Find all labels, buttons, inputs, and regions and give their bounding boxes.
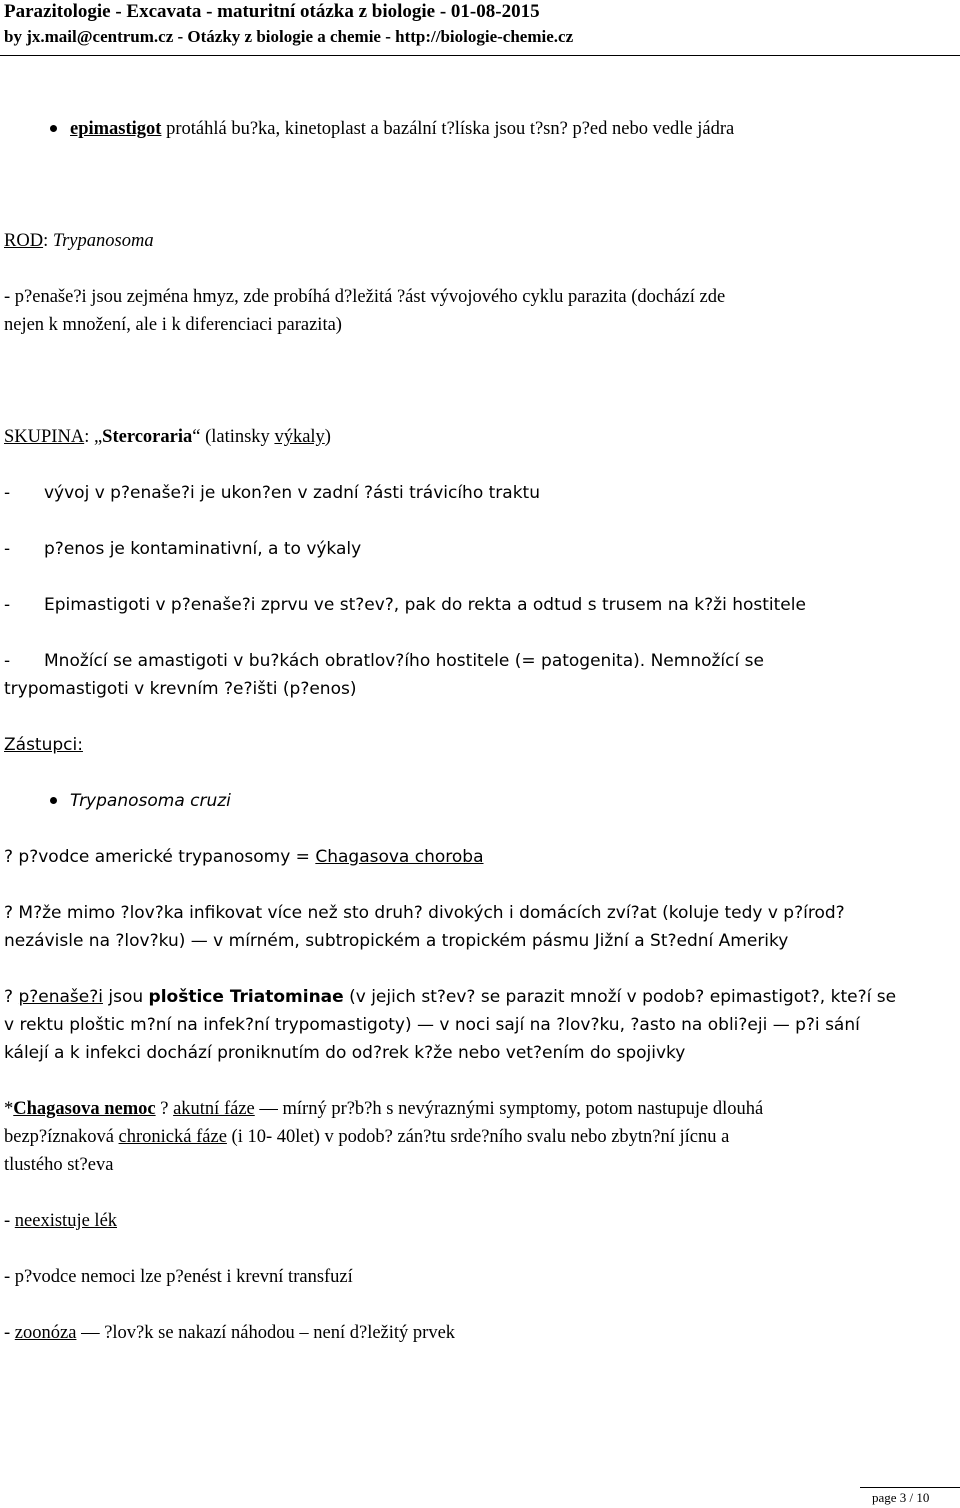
zastupci-heading[interactable]: Zástupci: [4,735,83,755]
paragraph-nemoc-line-1: *Chagasova nemoc ? akutní fáze — mírný pr?b?h s nevýraznými symptomy, potom nastupuje dlouhá [4,1099,764,1119]
bullet-icon [50,797,57,804]
neexistuje-lek-link[interactable]: neexistuje lék [14,1211,118,1231]
paragraph-vectors-line-1: ? p?enaše?i jsou ploštice Triatominae (v jejich st?ev? se parazit množí v podob? epimastigot?, kte?í se [4,987,897,1007]
rod-heading: ROD: Trypanosoma [4,231,154,251]
vykaly-link[interactable]: výkaly [274,427,325,447]
epimastigot-line: epimastigot protáhlá bu?ka, kinetoplast a bazální t?líska jsou t?sn? p?ed nebo vedle jádra [70,119,735,139]
paragraph-vectors-line-3: kálejí a k infekci dochází proniknutím do od?rek k?že nebo vet?ením do spojivky [4,1043,686,1063]
header-divider [0,55,960,56]
skupina-label[interactable]: SKUPINA [4,427,85,447]
paragraph-pvodce: ? p?vodce americké trypanosomy = Chagasova choroba [4,847,484,867]
chronicka-faze-link[interactable]: chronická fáze [118,1127,227,1147]
footer-divider [860,1487,960,1488]
document-title: Parazitologie - Excavata - maturitní otázka z biologie - 01-08-2015 [4,1,540,22]
triatominae-term: ploštice Triatominae [148,987,344,1007]
rod-text-line-1: - p?enaše?i jsou zejména hmyz, zde probíhá d?ležitá ?ást vývojového cyklu parazita (dochází zde [4,287,726,307]
bullet-icon [50,125,57,132]
paragraph-nemoc-line-3: tlustého st?eva [4,1155,114,1175]
akutni-faze-link[interactable]: akutní fáze [173,1099,255,1119]
species-name: Trypanosoma cruzi [70,791,231,811]
paragraph-transfuze: - p?vodce nemoci lze p?enést i krevní transfuzí [4,1267,353,1287]
page-number: page 3 / 10 [872,1490,930,1505]
skupina-heading: SKUPINA: „Stercoraria“ (latinsky výkaly) [4,427,331,447]
epimastigot-term[interactable]: epimastigot [70,119,162,139]
rod-label[interactable]: ROD [4,231,44,251]
stercoraria-item-2: - p?enos je kontaminativní, a to výkaly [4,539,362,559]
paragraph-nemoc-line-2: bezp?íznaková chronická fáze (i 10- 40let) v podob? zán?tu srde?ního svalu nebo zbytn?ní jícnu a [4,1127,730,1147]
stercoraria-item-3: - Epimastigoti v p?enaše?i zprvu ve st?ev?, pak do rekta a odtud s trusem na k?ži hostitele [4,595,806,615]
rod-name: Trypanosoma [52,231,154,251]
rod-text-line-2: nejen k množení, ale i k diferenciaci parazita) [4,315,342,335]
paragraph-hosts-line-2: nezávisle na ?lov?ku) — v mírném, subtropickém a tropickém pásmu Jižní a St?ední Ameriky [4,931,789,951]
stercoraria-item-1: - vývoj v p?enaše?i je ukon?en v zadní ?ásti trávicího traktu [4,483,540,503]
chagasova-choroba-link[interactable]: Chagasova choroba [315,847,484,867]
paragraph-vectors-line-2: v rektu ploštic m?ní na infek?ní trypomastigoty) — v noci sají na ?lov?ku, ?asto na obli?eji — p?i sání [4,1015,860,1035]
prenasec-link[interactable]: p?enaše?i [18,987,103,1007]
skupina-name: Stercoraria [102,427,193,447]
paragraph-hosts-line-1: ? M?že mimo ?lov?ka infikovat více než sto druh? divokých i domácích zví?at (koluje tedy v p?írod? [4,903,845,923]
paragraph-zoonoza: - zoonóza — ?lov?k se nakazí náhodou – není d?ležitý prvek [4,1323,456,1343]
document-byline: by jx.mail@centrum.cz - Otázky z biologie a chemie - http://biologie-chemie.cz [4,27,574,46]
zoonoza-link[interactable]: zoonóza [14,1323,77,1343]
paragraph-lek: - neexistuje lék [4,1211,118,1231]
stercoraria-item-4-cont: trypomastigoti v krevním ?e?išti (p?enos) [4,679,357,699]
stercoraria-item-4: - Množící se amastigoti v bu?kách obratlov?ího hostitele (= patogenita). Nemnožící se [4,651,764,671]
chagasova-nemoc-link[interactable]: Chagasova nemoc [13,1099,156,1119]
